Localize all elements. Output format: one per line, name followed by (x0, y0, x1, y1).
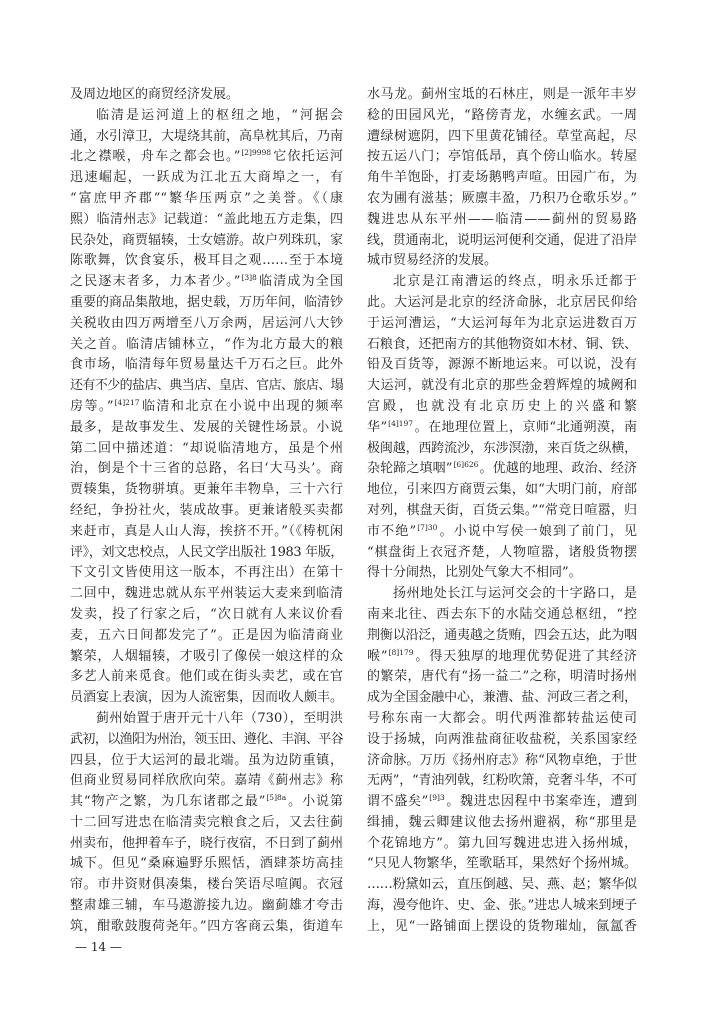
text-line (70, 730, 343, 751)
line-text: 缉捕，魏云卿建议他去扬州避祸，称“那里是 (367, 814, 637, 830)
page-number: — 14 — (75, 940, 122, 954)
line-text: 水马龙。蓟州宝坻的石林庄，则是一派年丰岁 (367, 87, 637, 102)
text-line (70, 376, 343, 397)
text-line (367, 917, 637, 938)
text-line (70, 355, 343, 376)
text-line (70, 335, 343, 356)
line-text: 地位，引来四方商贾云集，如“大明门前，府部 (367, 482, 637, 498)
line-text: “棋盘街上衣冠齐楚，人物喧嚣，诸般货物摆 (367, 544, 637, 560)
line-text: 大运河，就没有北京的那些金碧辉煌的城阙和 (367, 378, 637, 394)
text-line (70, 147, 343, 168)
line-text: 蓟州始置于唐开元十八年（730），至明洪 (96, 710, 343, 726)
line-text: 于运河漕运，“大运河每年为北京运进数百万 (367, 315, 637, 331)
line-text: 之民逐末者多，力本者少。” (70, 274, 241, 290)
text-line (367, 272, 637, 293)
text-line (70, 667, 343, 688)
text-line (367, 563, 637, 584)
line-text: 贾辏集，货物骈填。更兼年丰物阜，三十六行 (70, 482, 343, 498)
text-line (70, 875, 343, 896)
line-text: 关税收由四万两增至八万余两，居运河八大钞 (70, 315, 343, 331)
text-line (367, 147, 637, 168)
line-text: 。得天独厚的地理优势促进了其经济 (414, 648, 637, 664)
line-text: 十二回写进忠在临清卖完粮食之后，又去往蓟 (70, 814, 343, 830)
line-text: 无两”，“青油列戟，红粉吹箫，竞奢斗华，不可 (367, 773, 637, 789)
text-line (367, 168, 637, 189)
text-line (70, 314, 343, 335)
line-text: 评》，刘文忠校点，人民文学出版社 1983 年版， (70, 544, 343, 560)
line-text: 民杂处，商贾辐辏，士女嬉游。故户列珠玑，家 (70, 232, 344, 248)
text-line (367, 251, 637, 272)
line-text: 整肃雄三辅，车马遨游接九边。幽蓟雄才夸击 (70, 898, 343, 914)
text-line (70, 85, 343, 106)
text-line (367, 439, 637, 460)
line-text: 多艺人前来觅食。他们或在街头卖艺，或在官 (70, 669, 343, 685)
line-text: 成为全国金融中心，兼漕、盐、河政三者之利， (367, 690, 637, 706)
line-text: 上，见“一路铺面上摆设的货物璀灿，氤氲香 (367, 918, 637, 934)
line-text: 临清是运河道上的枢纽之地，“河据会 (96, 107, 343, 123)
line-text: 此。大运河是北京的经济命脉，北京居民仰给 (367, 294, 637, 310)
text-line (367, 667, 637, 688)
line-text: 治，倒是个十三省的总路，名曰‘大马头’。商 (70, 461, 343, 477)
line-text: 北之襟喉，舟车之都会也。” (70, 149, 241, 165)
line-text: 海，漫夸他许、史、金、张。”进忠人城来到埂子 (367, 898, 637, 914)
text-line (367, 647, 637, 668)
text-line (70, 168, 343, 189)
citation-superscript: [9]3 (429, 793, 445, 803)
text-line (367, 584, 637, 605)
line-text: 最多，是故事发生、发展的关键性场景。小说 (70, 419, 343, 435)
text-line (367, 522, 637, 543)
text-line (367, 875, 637, 896)
text-line (367, 834, 637, 855)
text-line (367, 792, 637, 813)
text-line (367, 293, 637, 314)
text-line (70, 647, 343, 668)
line-text: 设于扬城，向两淮盐商征收盐税，关系国家经 (367, 731, 637, 747)
line-text: 还有不少的盐店、典当店、皇店、官店、旅店、塌 (70, 378, 343, 394)
right-column (367, 85, 637, 938)
line-text: 铅及百货等，源源不断地运来。可以说，没有 (367, 357, 637, 373)
text-line (70, 480, 343, 501)
text-line (70, 543, 343, 564)
line-text: 北京是江南漕运的终点，明永乐迁都于 (393, 274, 637, 290)
line-text: 。在地理位置上，京师“北通朔漠，南 (414, 419, 637, 435)
line-text: 经纪，争扮社火，装成故事。更兼诸般买卖都 (70, 502, 343, 518)
text-line (367, 459, 637, 480)
text-line (70, 189, 343, 210)
line-text: 遭绿树遮阴，四下里黄花铺径。草堂高起，尽 (367, 128, 637, 144)
citation-superscript: [6]626 (453, 460, 479, 470)
citation-superscript: [4]197 (388, 418, 414, 428)
text-line (70, 917, 343, 938)
line-text: 极闽越，西跨流沙，东涉溟渤，来百货之纵横， (367, 440, 637, 456)
line-text: 发卖，投了行家之后，“次日就有人来议价看 (70, 606, 343, 622)
text-line (367, 397, 637, 418)
text-line (367, 605, 637, 626)
text-line (367, 189, 637, 210)
text-line (367, 813, 637, 834)
line-text: 熙）临清州志》记载道：“盖此地五方走集，四 (70, 211, 343, 227)
line-text: ……粉黛如云，直压倒越、吴、燕、赵；繁华似 (367, 877, 637, 893)
line-text: 济命脉。万历《扬州府志》称“风物卓绝，于世 (367, 752, 637, 768)
line-text: 员酒宴上表演，因为人流密集，因而收人颇丰。 (70, 690, 344, 706)
citation-superscript: [7]30 (417, 522, 438, 532)
left-column (70, 85, 343, 938)
text-line (70, 231, 343, 252)
line-text: “富庶甲齐郡”“繁华压两京”之美誉。《（康 (70, 190, 343, 206)
text-line (70, 106, 343, 127)
line-text: 扬州地处长江与运河交会的十字路口，是 (393, 586, 637, 602)
text-line (70, 127, 343, 148)
line-text: 通，水引漳卫，大堤绕其前，高阜枕其后，乃南 (70, 128, 344, 144)
text-line (70, 501, 343, 522)
line-text: 临清成为全国 (257, 274, 343, 290)
line-text: 关之首。临清店铺林立，“作为北方最大的粮 (70, 336, 343, 352)
line-text: 市不绝” (367, 523, 417, 539)
text-line (70, 896, 343, 917)
text-line (367, 314, 637, 335)
line-text: 临清和北京在小说中出现的频率 (140, 398, 343, 414)
citation-superscript: [3]8 (241, 273, 257, 283)
text-line (367, 626, 637, 647)
text-line (367, 210, 637, 231)
line-text: 南来北往、西去东下的水陆交通总枢纽，“控 (367, 606, 637, 622)
text-line (70, 584, 343, 605)
line-text: 按五运八门；亭馆低昂，真个傍山临水。转屋 (367, 149, 637, 165)
text-line (367, 355, 637, 376)
line-text: 帘。市井资财俱凑集，楼台笑语尽喧阗。衣冠 (70, 877, 343, 893)
line-text: 个花锦地方”。第九回写魏进忠进入扬州城， (367, 835, 637, 851)
line-text: 稔的田园风光，“路傍青龙，水缠玄武。一周 (367, 107, 637, 123)
line-text: 线，贯通南北，说明运河便利交通，促进了沿岸 (367, 232, 637, 248)
line-text: 及周边地区的商贸经济发展。 (70, 87, 240, 102)
line-text: 陈歌舞，饮食宴乐，极耳目之观……至于本境 (70, 253, 343, 269)
text-line (70, 626, 343, 647)
line-text: 。优越的地理、政治、经济 (479, 461, 637, 477)
text-line (367, 854, 637, 875)
line-text: 它依托运河 (272, 149, 343, 165)
line-text: 华” (367, 419, 388, 435)
text-line (70, 605, 343, 626)
line-text: 城下。但见“桑麻遍野乐熙恬，酒肆茶坊高挂 (70, 856, 343, 872)
text-line (367, 127, 637, 148)
citation-superscript: [4]217 (114, 397, 140, 407)
text-line (70, 459, 343, 480)
line-text: “只见人物繁华，笙歌聒耳，果然好个扬州城。 (367, 856, 637, 872)
text-line (70, 210, 343, 231)
text-line (70, 688, 343, 709)
text-line (367, 730, 637, 751)
citation-superscript: [8]179 (388, 647, 414, 657)
text-line (367, 688, 637, 709)
text-line (70, 272, 343, 293)
text-line (70, 397, 343, 418)
line-text: 二回中，魏进忠就从东平州装运大麦来到临清 (70, 586, 343, 602)
line-text: 谓不盛矣” (367, 794, 429, 810)
text-line (70, 792, 343, 813)
line-text: 荆衡以沿泛，通夷越之货贿，四会五达，此为咽 (367, 627, 637, 643)
line-text: 。小说中写侯一娘到了前门，见 (438, 523, 637, 539)
citation-superscript: [2]9998 (241, 148, 272, 158)
text-line (367, 335, 637, 356)
text-line (367, 231, 637, 252)
text-line (367, 418, 637, 439)
text-line (367, 543, 637, 564)
line-text: 。魏进忠因程中书案牵连，遭到 (445, 794, 637, 810)
text-line (367, 501, 637, 522)
text-line (367, 85, 637, 106)
line-text: 武初，以渔阳为州治，领玉田、遵化、丰润、平谷 (70, 731, 343, 747)
text-line (367, 480, 637, 501)
text-line (70, 418, 343, 439)
text-line (70, 439, 343, 460)
line-text: 重要的商品集散地，据史载，万历年间，临清钞 (70, 294, 344, 310)
line-text: 四县，位于大运河的最北端。虽为边防重镇， (70, 752, 343, 768)
line-text: 筑，酣歌鼓腹荷尧年。”四方客商云集，街道车 (70, 918, 343, 934)
text-line (70, 709, 343, 730)
line-text: 魏进忠从东平州——临清——蓟州的贸易路 (367, 211, 637, 227)
line-text: 州卖布，他押着车子，晓行夜宿，不日到了蓟州 (70, 835, 344, 851)
line-text: 。小说第 (287, 794, 343, 810)
text-line (70, 771, 343, 792)
line-text: 杂轮蹄之填咽” (367, 461, 453, 477)
line-text: 但商业贸易同样欣欣向荣。嘉靖《蓟州志》称 (70, 773, 343, 789)
text-line (70, 854, 343, 875)
line-text: 迅速崛起，一跃成为江北五大商埠之一，有 (70, 170, 343, 186)
text-line (367, 751, 637, 772)
text-line (70, 813, 343, 834)
citation-superscript: [5]8a (266, 793, 287, 803)
text-line (367, 376, 637, 397)
text-line (367, 106, 637, 127)
text-line (367, 771, 637, 792)
text-line (70, 563, 343, 584)
text-line (367, 896, 637, 917)
line-text: 下文引文皆使用这一版本，不再注出）在第十 (70, 565, 343, 581)
line-text: 角牛羊饱卧，打麦场鹅鸭声喧。田园广布，为 (367, 170, 637, 186)
line-text: 食市场，临清每年贸易量达千万石之巨。此外 (70, 357, 343, 373)
line-text: 喉” (367, 648, 388, 664)
line-text: 得十分闹热，比别处气象大不相同”。 (367, 565, 582, 581)
line-text: 来赶市，真是人山人海，挨挤不开。”（《梼杌闲 (70, 523, 343, 539)
line-text: 第二回中描述道：“却说临清地方，虽是个州 (70, 440, 343, 456)
text-line (70, 751, 343, 772)
text-line (70, 251, 343, 272)
text-line (70, 293, 343, 314)
text-line (367, 709, 637, 730)
line-text: 的繁荣，唐代有“扬一益二”之称，明清时扬州 (367, 669, 637, 685)
line-text: 宫殿，也就没有北京历史上的兴盛和繁 (367, 398, 637, 414)
text-line (70, 522, 343, 543)
line-text: 对列，棋盘天街，百货云集。”“常竞日喧嚣，归 (367, 502, 637, 518)
line-text: 麦，五六日间都发完了”。正是因为临清商业 (70, 627, 343, 643)
line-text: 农为圃有滋基；厥廪丰盈，乃积乃仓歌乐岁。” (367, 190, 637, 206)
line-text: 房等。” (70, 398, 114, 414)
text-line (70, 834, 343, 855)
line-text: 号称东南一大都会。明代两淮都转盐运使司 (367, 710, 637, 726)
line-text: 繁荣，人烟辐辏，才吸引了像侯一娘这样的众 (70, 648, 343, 664)
line-text: 其“物产之繁，为几东诸郡之最” (70, 794, 266, 810)
line-text: 城市贸易经济的发展。 (367, 253, 498, 269)
line-text: 石粮食，还把南方的其他物资如木材、铜、铁、 (367, 336, 637, 352)
